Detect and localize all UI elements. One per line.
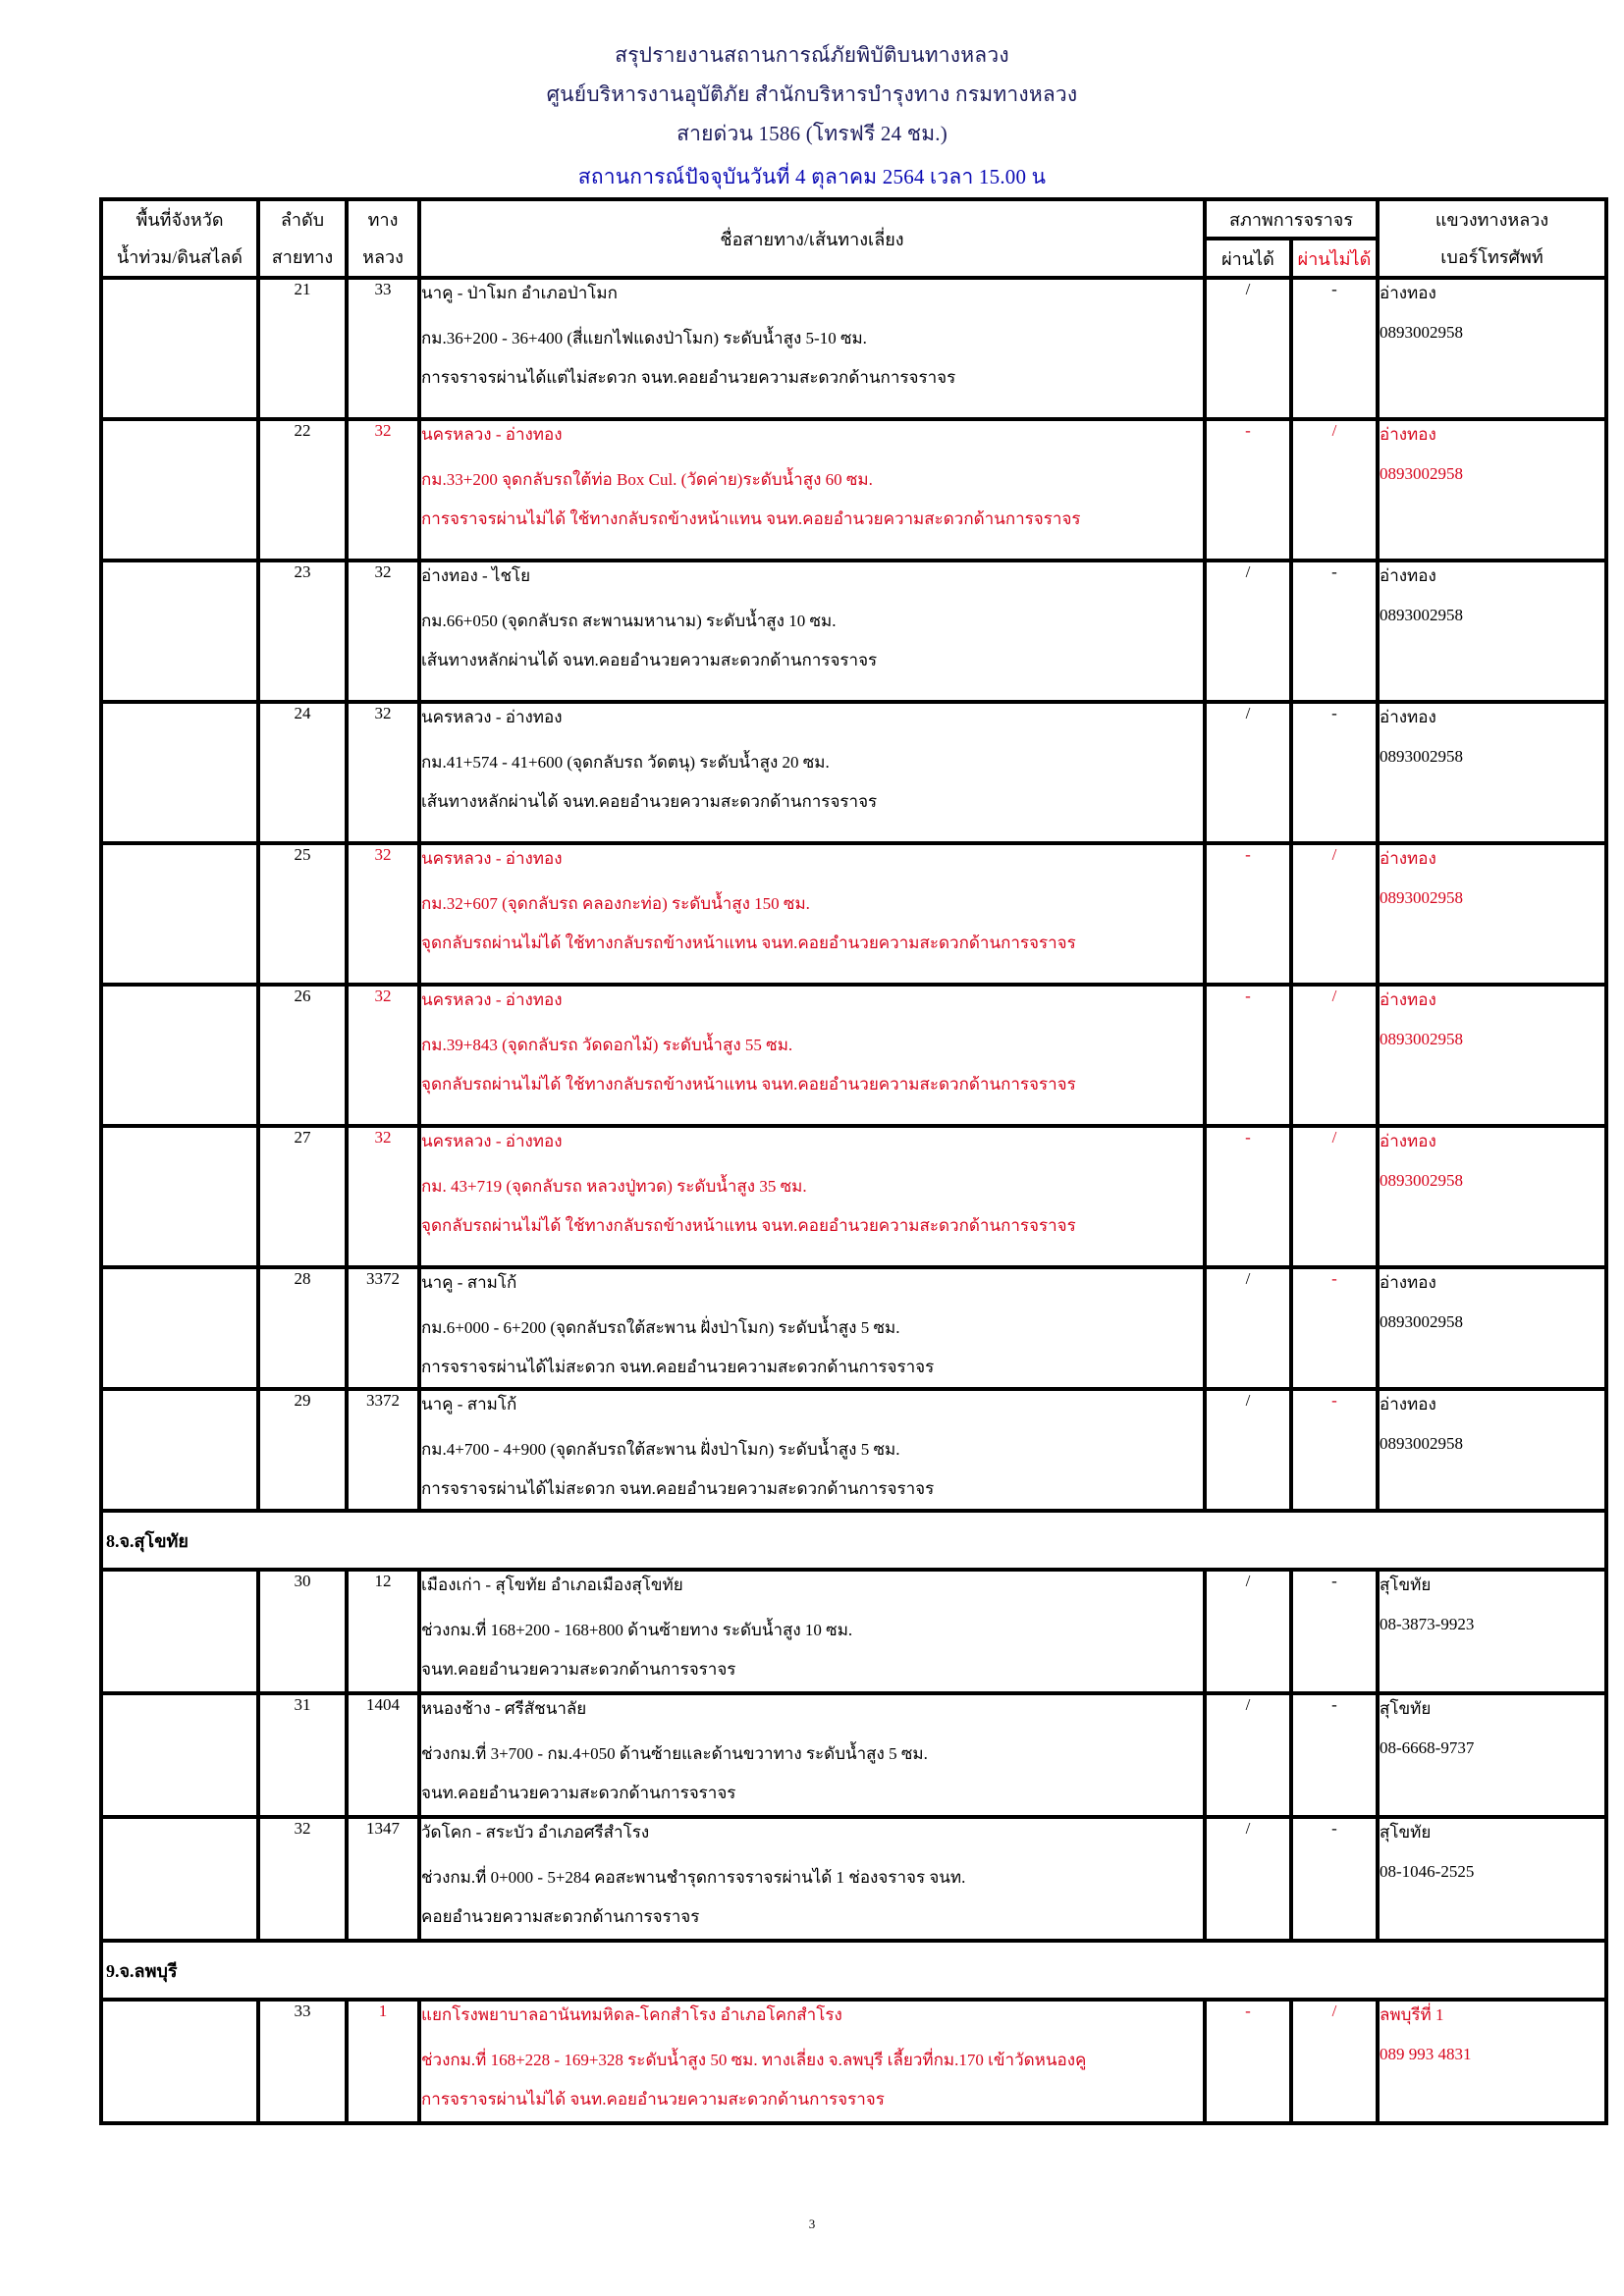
- header-traffic: สภาพการจราจร: [1205, 199, 1378, 239]
- office-name: อ่างทอง: [1380, 1273, 1436, 1292]
- office-phone: 0893002958: [1380, 1030, 1463, 1048]
- passable-cell: /: [1205, 561, 1291, 702]
- province-section-label: 9.จ.ลพบุรี: [101, 1941, 1606, 2000]
- route-line: เส้นทางหลักผ่านได้ จนท.คอยอำนวยความสะดวกด้านการจราจร: [421, 792, 878, 811]
- report-status-datetime: สถานการณ์ปัจจุบันวันที่ 4 ตุลาคม 2564 เวลา 15.00 น: [577, 165, 1047, 188]
- road-number-cell: 32: [347, 702, 419, 843]
- area-cell: [101, 1817, 258, 1941]
- province-section-row: [101, 1511, 1606, 1570]
- impassable-cell: /: [1291, 419, 1378, 561]
- passable-cell: /: [1205, 1570, 1291, 1693]
- route-line: ช่วงกม.ที่ 168+200 - 168+800 ด้านซ้ายทาง ระดับน้ำสูง 10 ซม.: [421, 1621, 853, 1639]
- table-row: [101, 843, 1606, 985]
- table-row: [101, 1570, 1606, 1693]
- route-description-cell: [419, 561, 1205, 702]
- office-phone: 08-6668-9737: [1380, 1738, 1475, 1757]
- area-cell: [101, 1267, 258, 1389]
- route-line: จนท.คอยอำนวยความสะดวกด้านการจราจร: [421, 1660, 736, 1679]
- impassable-cell: -: [1291, 702, 1378, 843]
- impassable-cell: -: [1291, 1389, 1378, 1511]
- office-phone: 0893002958: [1380, 323, 1463, 342]
- header-office: [1378, 199, 1606, 278]
- route-line: วัดโคก - สระบัว อำเภอศรีสำโรง: [421, 1823, 650, 1842]
- office-name: สุโขทัย: [1380, 1699, 1432, 1718]
- area-cell: [101, 1126, 258, 1267]
- route-line: จุดกลับรถผ่านไม่ได้ ใช้ทางกลับรถข้างหน้าแทน จนท.คอยอำนวยความสะดวกด้านการจราจร: [421, 1075, 1076, 1094]
- seq-cell: 32: [258, 1817, 347, 1941]
- seq-cell: 33: [258, 2000, 347, 2123]
- table-row: [101, 419, 1606, 561]
- seq-cell: 25: [258, 843, 347, 985]
- area-cell: [101, 278, 258, 419]
- office-phone: 0893002958: [1380, 606, 1463, 624]
- office-phone: 0893002958: [1380, 464, 1463, 483]
- office-cell: [1378, 843, 1606, 985]
- road-number-cell: 1404: [347, 1693, 419, 1817]
- route-line: การจราจรผ่านได้ไม่สะดวก จนท.คอยอำนวยความสะดวกด้านการจราจร: [421, 1479, 935, 1498]
- route-line: คอยอำนวยความสะดวกด้านการจราจร: [421, 1907, 700, 1926]
- area-cell: [101, 1693, 258, 1817]
- impassable-cell: -: [1291, 1693, 1378, 1817]
- disaster-report-table: [99, 197, 1608, 2125]
- table-row: [101, 1126, 1606, 1267]
- seq-cell: 23: [258, 561, 347, 702]
- impassable-cell: /: [1291, 2000, 1378, 2123]
- header-road: [347, 199, 419, 278]
- office-cell: [1378, 1570, 1606, 1693]
- office-phone: 0893002958: [1380, 1171, 1463, 1190]
- route-line: นครหลวง - อ่างทอง: [421, 1132, 563, 1150]
- passable-cell: /: [1205, 1817, 1291, 1941]
- office-name: อ่างทอง: [1380, 566, 1436, 585]
- impassable-cell: -: [1291, 278, 1378, 419]
- route-description-cell: [419, 1126, 1205, 1267]
- route-line: กม.32+607 (จุดกลับรถ คลองกะท่อ) ระดับน้ำสูง 150 ซม.: [421, 894, 810, 913]
- office-phone: 08-1046-2525: [1380, 1862, 1475, 1881]
- passable-cell: /: [1205, 702, 1291, 843]
- route-line: การจราจรผ่านไม่ได้ ใช้ทางกลับรถข้างหน้าแทน จนท.คอยอำนวยความสะดวกด้านการจราจร: [421, 509, 1081, 528]
- office-name: อ่างทอง: [1380, 1132, 1436, 1150]
- office-name: อ่างทอง: [1380, 284, 1436, 302]
- route-description-cell: [419, 2000, 1205, 2123]
- table-row: [101, 1817, 1606, 1941]
- header-road-line2: หลวง: [362, 247, 404, 267]
- seq-cell: 27: [258, 1126, 347, 1267]
- area-cell: [101, 1570, 258, 1693]
- header-impassable: ผ่านไม่ได้: [1291, 239, 1378, 278]
- office-name: อ่างทอง: [1380, 425, 1436, 444]
- route-description-cell: [419, 843, 1205, 985]
- office-name: อ่างทอง: [1380, 849, 1436, 868]
- route-line: การจราจรผ่านได้ไม่สะดวก จนท.คอยอำนวยความสะดวกด้านการจราจร: [421, 1358, 935, 1376]
- route-line: นาคู - ป่าโมก อำเภอป่าโมก: [421, 284, 618, 302]
- seq-cell: 21: [258, 278, 347, 419]
- road-number-cell: 12: [347, 1570, 419, 1693]
- area-cell: [101, 2000, 258, 2123]
- route-line: การจราจรผ่านไม่ได้ จนท.คอยอำนวยความสะดวกด้านการจราจร: [421, 2090, 885, 2109]
- office-phone: 0893002958: [1380, 1434, 1463, 1453]
- road-number-cell: 1347: [347, 1817, 419, 1941]
- office-name: สุโขทัย: [1380, 1575, 1432, 1594]
- table-row: [101, 1693, 1606, 1817]
- seq-cell: 31: [258, 1693, 347, 1817]
- passable-cell: /: [1205, 1389, 1291, 1511]
- header-route: ชื่อสายทาง/เส้นทางเลี่ยง: [419, 199, 1205, 278]
- header-passable: ผ่านได้: [1205, 239, 1291, 278]
- route-description-cell: [419, 419, 1205, 561]
- route-line: ช่วงกม.ที่ 3+700 - กม.4+050 ด้านซ้ายและด้านขวาทาง ระดับน้ำสูง 5 ซม.: [421, 1744, 928, 1763]
- office-name: อ่างทอง: [1380, 990, 1436, 1009]
- passable-cell: -: [1205, 1126, 1291, 1267]
- header-office-line2: เบอร์โทรศัพท์: [1440, 247, 1543, 267]
- route-description-cell: [419, 1267, 1205, 1389]
- table-row: [101, 1267, 1606, 1389]
- seq-cell: 30: [258, 1570, 347, 1693]
- route-line: นครหลวง - อ่างทอง: [421, 849, 563, 868]
- office-cell: [1378, 2000, 1606, 2123]
- impassable-cell: /: [1291, 843, 1378, 985]
- route-description-cell: [419, 985, 1205, 1126]
- route-description-cell: [419, 702, 1205, 843]
- table-row: [101, 561, 1606, 702]
- table-row: [101, 2000, 1606, 2123]
- seq-cell: 26: [258, 985, 347, 1126]
- office-cell: [1378, 561, 1606, 702]
- seq-cell: 29: [258, 1389, 347, 1511]
- route-line: กม.4+700 - 4+900 (จุดกลับรถใต้สะพาน ฝั่งป่าโมก) ระดับน้ำสูง 5 ซม.: [421, 1440, 900, 1459]
- office-cell: [1378, 419, 1606, 561]
- route-line: นาคู - สามโก้: [421, 1273, 517, 1292]
- header-seq: [258, 199, 347, 278]
- province-section-row: [101, 1941, 1606, 2000]
- header-seq-line2: สายทาง: [271, 247, 334, 267]
- route-line: หนองช้าง - ศรีสัชนาลัย: [421, 1699, 587, 1718]
- table-row: [101, 278, 1606, 419]
- header-office-line1: แขวงทางหลวง: [1435, 210, 1549, 230]
- seq-cell: 24: [258, 702, 347, 843]
- route-description-cell: [419, 1389, 1205, 1511]
- passable-cell: /: [1205, 1693, 1291, 1817]
- office-cell: [1378, 1267, 1606, 1389]
- area-cell: [101, 985, 258, 1126]
- route-line: ช่วงกม.ที่ 168+228 - 169+328 ระดับน้ำสูง 50 ซม. ทางเลี่ยง จ.ลพบุรี เลี้ยวที่กม.170 เข้าวัดหนองคู: [421, 2051, 1087, 2069]
- office-name: ลพบุรีที่ 1: [1380, 2005, 1444, 2024]
- office-phone: 08-3873-9923: [1380, 1615, 1475, 1633]
- area-cell: [101, 843, 258, 985]
- route-line: กม.66+050 (จุดกลับรถ สะพานมหานาม) ระดับน้ำสูง 10 ซม.: [421, 612, 837, 630]
- table-row: [101, 1389, 1606, 1511]
- table-row: [101, 702, 1606, 843]
- office-name: อ่างทอง: [1380, 1395, 1436, 1414]
- report-header: [0, 35, 1624, 196]
- report-hotline: สายด่วน 1586 (โทรฟรี 24 ชม.): [677, 122, 947, 145]
- route-line: เมืองเก่า - สุโขทัย อำเภอเมืองสุโขทัย: [421, 1575, 683, 1594]
- route-line: แยกโรงพยาบาลอานันทมหิดล-โคกสำโรง อำเภอโคกสำโรง: [421, 2005, 842, 2024]
- road-number-cell: 3372: [347, 1389, 419, 1511]
- office-cell: [1378, 1817, 1606, 1941]
- route-line: กม.41+574 - 41+600 (จุดกลับรถ วัดตนุ) ระดับน้ำสูง 20 ซม.: [421, 753, 830, 772]
- header-area-line2: น้ำท่วม/ดินสไลด์: [116, 247, 243, 267]
- passable-cell: /: [1205, 1267, 1291, 1389]
- office-cell: [1378, 985, 1606, 1126]
- route-line: กม.39+843 (จุดกลับรถ วัดดอกไม้) ระดับน้ำสูง 55 ซม.: [421, 1036, 793, 1054]
- passable-cell: -: [1205, 2000, 1291, 2123]
- page-number: 3: [808, 2216, 816, 2231]
- office-cell: [1378, 1693, 1606, 1817]
- report-title: สรุปรายงานสถานการณ์ภัยพิบัติบนทางหลวง: [615, 43, 1009, 67]
- route-line: กม.6+000 - 6+200 (จุดกลับรถใต้สะพาน ฝั่งป่าโมก) ระดับน้ำสูง 5 ซม.: [421, 1318, 900, 1337]
- office-phone: 0893002958: [1380, 747, 1463, 766]
- route-line: นครหลวง - อ่างทอง: [421, 990, 563, 1009]
- passable-cell: -: [1205, 985, 1291, 1126]
- office-phone: 089 993 4831: [1380, 2045, 1472, 2063]
- route-line: ช่วงกม.ที่ 0+000 - 5+284 คอสะพานชำรุดการจราจรผ่านได้ 1 ช่องจราจร จนท.: [421, 1868, 966, 1887]
- office-phone: 0893002958: [1380, 888, 1463, 907]
- route-line: จุดกลับรถผ่านไม่ได้ ใช้ทางกลับรถข้างหน้าแทน จนท.คอยอำนวยความสะดวกด้านการจราจร: [421, 1216, 1076, 1235]
- impassable-cell: -: [1291, 1267, 1378, 1389]
- office-phone: 0893002958: [1380, 1312, 1463, 1331]
- area-cell: [101, 419, 258, 561]
- road-number-cell: 1: [347, 2000, 419, 2123]
- route-line: นครหลวง - อ่างทอง: [421, 425, 563, 444]
- office-cell: [1378, 1389, 1606, 1511]
- office-cell: [1378, 278, 1606, 419]
- route-line: นาคู - สามโก้: [421, 1395, 517, 1414]
- impassable-cell: /: [1291, 1126, 1378, 1267]
- impassable-cell: /: [1291, 985, 1378, 1126]
- table-row: [101, 985, 1606, 1126]
- route-line: นครหลวง - อ่างทอง: [421, 708, 563, 726]
- report-department: ศูนย์บริหารงานอุบัติภัย สำนักบริหารบำรุงทาง กรมทางหลวง: [546, 82, 1078, 106]
- route-description-cell: [419, 1693, 1205, 1817]
- seq-cell: 28: [258, 1267, 347, 1389]
- seq-cell: 22: [258, 419, 347, 561]
- area-cell: [101, 702, 258, 843]
- header-area: [101, 199, 258, 278]
- passable-cell: -: [1205, 843, 1291, 985]
- route-line: จนท.คอยอำนวยความสะดวกด้านการจราจร: [421, 1784, 736, 1802]
- header-area-line1: พื้นที่จังหวัด: [135, 210, 224, 230]
- impassable-cell: -: [1291, 1817, 1378, 1941]
- road-number-cell: 32: [347, 561, 419, 702]
- impassable-cell: -: [1291, 561, 1378, 702]
- road-number-cell: 32: [347, 843, 419, 985]
- office-name: อ่างทอง: [1380, 708, 1436, 726]
- office-name: สุโขทัย: [1380, 1823, 1432, 1842]
- area-cell: [101, 561, 258, 702]
- header-road-line1: ทาง: [367, 210, 399, 230]
- road-number-cell: 33: [347, 278, 419, 419]
- route-line: กม. 43+719 (จุดกลับรถ หลวงปู่ทวด) ระดับน้ำสูง 35 ซม.: [421, 1177, 807, 1196]
- road-number-cell: 3372: [347, 1267, 419, 1389]
- area-cell: [101, 1389, 258, 1511]
- office-cell: [1378, 1126, 1606, 1267]
- route-description-cell: [419, 278, 1205, 419]
- passable-cell: -: [1205, 419, 1291, 561]
- route-line: กม.36+200 - 36+400 (สี่แยกไฟแดงป่าโมก) ระดับน้ำสูง 5-10 ซม.: [421, 329, 867, 347]
- province-section-label: 8.จ.สุโขทัย: [101, 1511, 1606, 1570]
- passable-cell: /: [1205, 278, 1291, 419]
- route-description-cell: [419, 1570, 1205, 1693]
- header-seq-line1: ลำดับ: [280, 210, 325, 230]
- road-number-cell: 32: [347, 419, 419, 561]
- route-description-cell: [419, 1817, 1205, 1941]
- route-line: การจราจรผ่านได้แต่ไม่สะดวก จนท.คอยอำนวยความสะดวกด้านการจราจร: [421, 368, 956, 387]
- office-cell: [1378, 702, 1606, 843]
- route-line: เส้นทางหลักผ่านได้ จนท.คอยอำนวยความสะดวกด้านการจราจร: [421, 651, 878, 669]
- impassable-cell: -: [1291, 1570, 1378, 1693]
- route-line: กม.33+200 จุดกลับรถใต้ท่อ Box Cul. (วัดค่าย)ระดับน้ำสูง 60 ซม.: [421, 470, 873, 489]
- route-line: จุดกลับรถผ่านไม่ได้ ใช้ทางกลับรถข้างหน้าแทน จนท.คอยอำนวยความสะดวกด้านการจราจร: [421, 934, 1076, 952]
- road-number-cell: 32: [347, 985, 419, 1126]
- road-number-cell: 32: [347, 1126, 419, 1267]
- route-line: อ่างทอง - ไชโย: [421, 566, 531, 585]
